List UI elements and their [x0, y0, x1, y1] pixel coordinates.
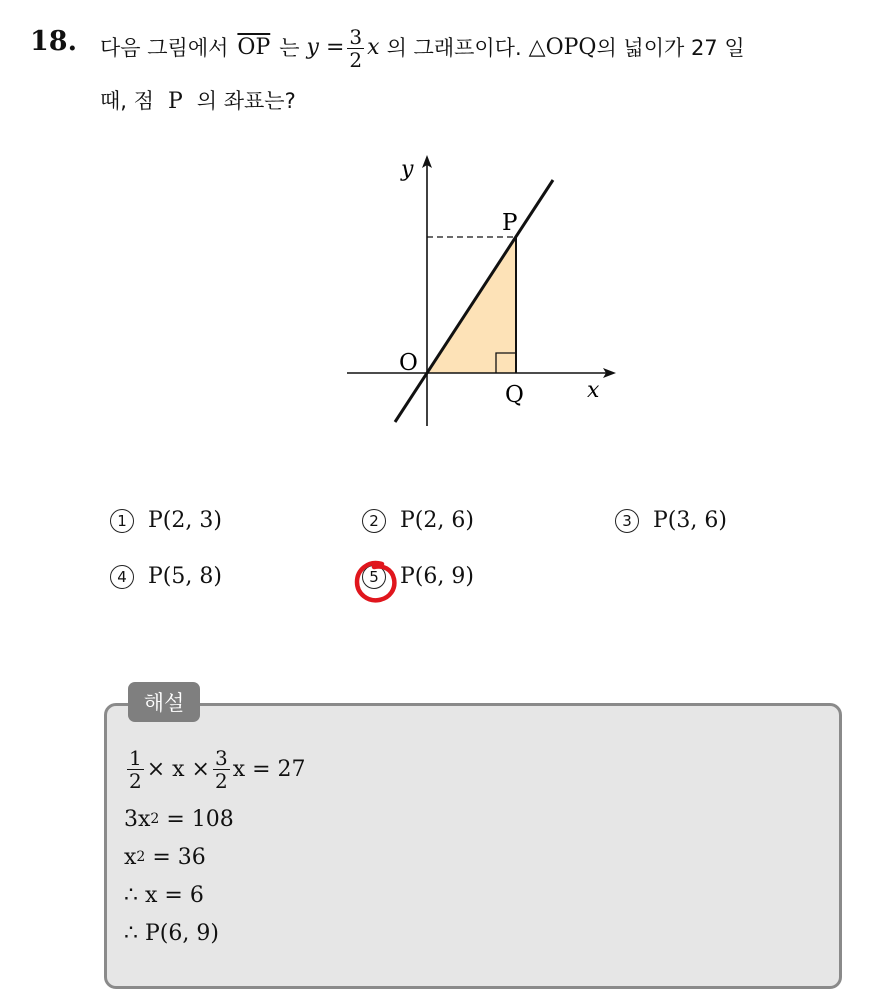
choice-1[interactable]: [110, 508, 222, 533]
label-x: x: [587, 378, 600, 403]
solution-expression: ∴ P(6, 9): [124, 920, 219, 946]
choice-number: 3: [615, 509, 639, 533]
label-p: P: [502, 210, 518, 236]
fraction-three-halves: [213, 747, 230, 792]
solution-line-1: [124, 738, 306, 800]
choice-number: 1: [110, 509, 134, 533]
choice-text: P(3, 6): [653, 508, 727, 533]
question-text-part: 는: [279, 36, 300, 60]
fraction-numerator: 1: [129, 745, 142, 770]
triangle-label: △OPQ: [528, 35, 597, 60]
question-text: [100, 20, 870, 117]
solution-line-5: [124, 914, 306, 952]
solution-expression: x: [124, 844, 137, 870]
fraction-numerator: 3: [215, 745, 228, 770]
solution-expression: x = 27: [232, 756, 306, 782]
coordinate-figure: [335, 150, 635, 440]
equation-y: y: [306, 35, 319, 60]
question-text-part: 의 좌표는?: [196, 89, 296, 113]
choice-text: P(2, 6): [400, 508, 474, 533]
label-q: Q: [505, 382, 524, 408]
solution-line-4: [124, 876, 306, 914]
fraction-numerator: 3: [349, 24, 363, 49]
problem-number: 18.: [30, 26, 77, 57]
label-o: O: [399, 350, 418, 376]
answer-circle-mark-icon: [352, 558, 402, 606]
question-line-2: [100, 86, 870, 117]
solution-line-3: x 2 = 36: [124, 844, 206, 870]
solution-expression: = 36: [145, 844, 206, 870]
fraction-denominator: 2: [349, 47, 363, 72]
question-line-1: [100, 20, 870, 76]
choice-2[interactable]: [362, 508, 474, 533]
fraction-one-half: [127, 747, 144, 792]
fraction-denominator: 2: [129, 768, 142, 793]
fraction-three-halves: [347, 26, 364, 71]
fraction-denominator: 2: [215, 768, 228, 793]
segment-op: $\overline{OP}$: [237, 35, 271, 60]
solution-expression: × x ×: [146, 756, 210, 782]
solution-line-2: 3x 2 = 108: [124, 806, 234, 832]
question-text-part: 다음 그림에서: [100, 36, 229, 60]
question-text-part: 때, 점: [100, 89, 154, 113]
choice-number: 2: [362, 509, 386, 533]
question-text-part: 의 그래프이다.: [386, 36, 522, 60]
choice-number: 4: [110, 565, 134, 589]
solution-content: [124, 738, 306, 952]
graph-line: [395, 180, 553, 422]
solution-tag: 해설: [128, 682, 200, 722]
solution-expression: ∴ x = 6: [124, 882, 204, 908]
choice-4[interactable]: [110, 564, 222, 589]
choice-text: P(6, 9): [400, 564, 474, 589]
equation-x: x: [367, 35, 380, 60]
solution-expression: 3x: [124, 806, 151, 832]
equation-equals: =: [325, 35, 345, 60]
solution-expression: = 108: [159, 806, 234, 832]
point-p-label: P: [167, 89, 183, 114]
choice-text: P(2, 3): [148, 508, 222, 533]
choice-number: 5: [362, 565, 386, 589]
question-text-part: 의 넓이가 27 일: [596, 36, 745, 60]
label-y: y: [401, 157, 414, 182]
choice-text: P(5, 8): [148, 564, 222, 589]
choice-3[interactable]: [615, 508, 727, 533]
